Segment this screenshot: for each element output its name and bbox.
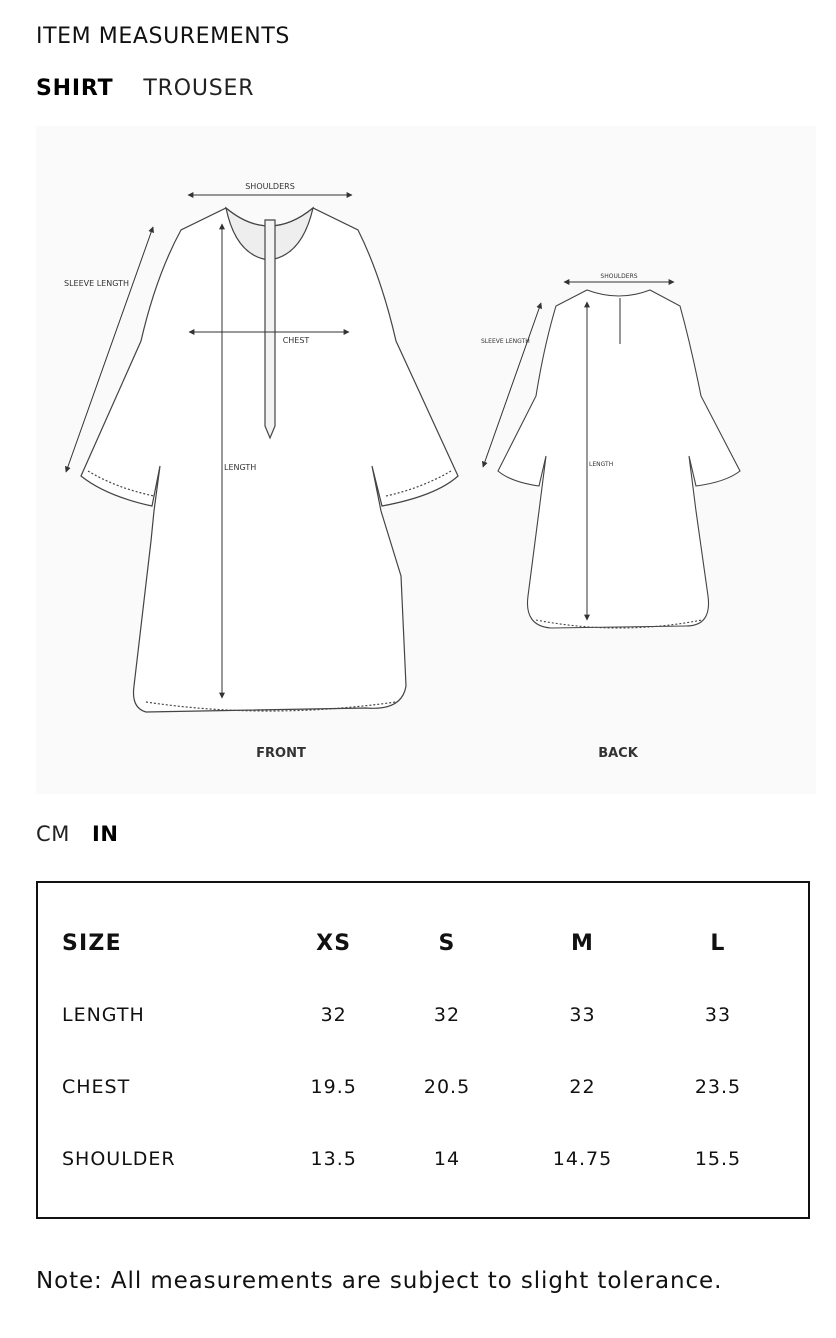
- table-cell: 15.5: [694, 1148, 742, 1170]
- size-chart: [36, 881, 810, 1219]
- table-cell: 14: [433, 1148, 461, 1170]
- table-cell: 20.5: [423, 1076, 471, 1098]
- row-label: CHEST: [62, 1076, 131, 1098]
- table-cell: 33: [569, 1004, 596, 1026]
- table-cell: 14.75: [552, 1148, 613, 1170]
- front-shoulders-label: SHOULDERS: [245, 182, 295, 191]
- back-caption: BACK: [598, 746, 638, 761]
- tab-shirt[interactable]: SHIRT: [36, 76, 114, 101]
- table-cell: 22: [569, 1076, 596, 1098]
- header-size: SIZE: [62, 930, 122, 956]
- back-shoulders-label: SHOULDERS: [600, 273, 638, 280]
- unit-toggle: [36, 822, 119, 846]
- front-caption: FRONT: [256, 746, 306, 761]
- table-cell: 19.5: [310, 1076, 357, 1098]
- front-sleeve-label: SLEEVE LENGTH: [64, 279, 130, 288]
- tab-trouser[interactable]: TROUSER: [143, 76, 255, 101]
- page-title: ITEM MEASUREMENTS: [36, 24, 290, 49]
- table-cell: 33: [704, 1004, 732, 1026]
- size-table: [62, 907, 782, 1195]
- garment-tabs: [36, 76, 254, 101]
- table-row: [62, 1051, 782, 1123]
- tolerance-note: Note: All measurements are subject to slight tolerance.: [36, 1268, 723, 1294]
- front-length-label: LENGTH: [224, 463, 257, 472]
- header-l: L: [710, 930, 726, 956]
- table-cell: 13.5: [310, 1148, 357, 1170]
- unit-in[interactable]: IN: [91, 822, 119, 846]
- header-s: S: [438, 930, 456, 956]
- front-chest-label: CHEST: [282, 336, 310, 345]
- table-header-row: [62, 907, 782, 979]
- garment-illustration: [36, 126, 816, 794]
- row-label: SHOULDER: [62, 1148, 176, 1170]
- table-row: [62, 979, 782, 1051]
- table-cell: 32: [433, 1004, 461, 1026]
- table-cell: 23.5: [694, 1076, 742, 1098]
- measurement-diagram: [36, 126, 816, 794]
- table-cell: 32: [320, 1004, 347, 1026]
- header-m: M: [570, 930, 595, 956]
- header-xs: XS: [316, 930, 352, 956]
- back-length-label: LENGTH: [589, 461, 614, 468]
- row-label: LENGTH: [62, 1004, 145, 1026]
- unit-cm[interactable]: CM: [36, 822, 70, 846]
- table-row: [62, 1123, 782, 1195]
- back-sleeve-label: SLEEVE LENGTH: [481, 338, 530, 345]
